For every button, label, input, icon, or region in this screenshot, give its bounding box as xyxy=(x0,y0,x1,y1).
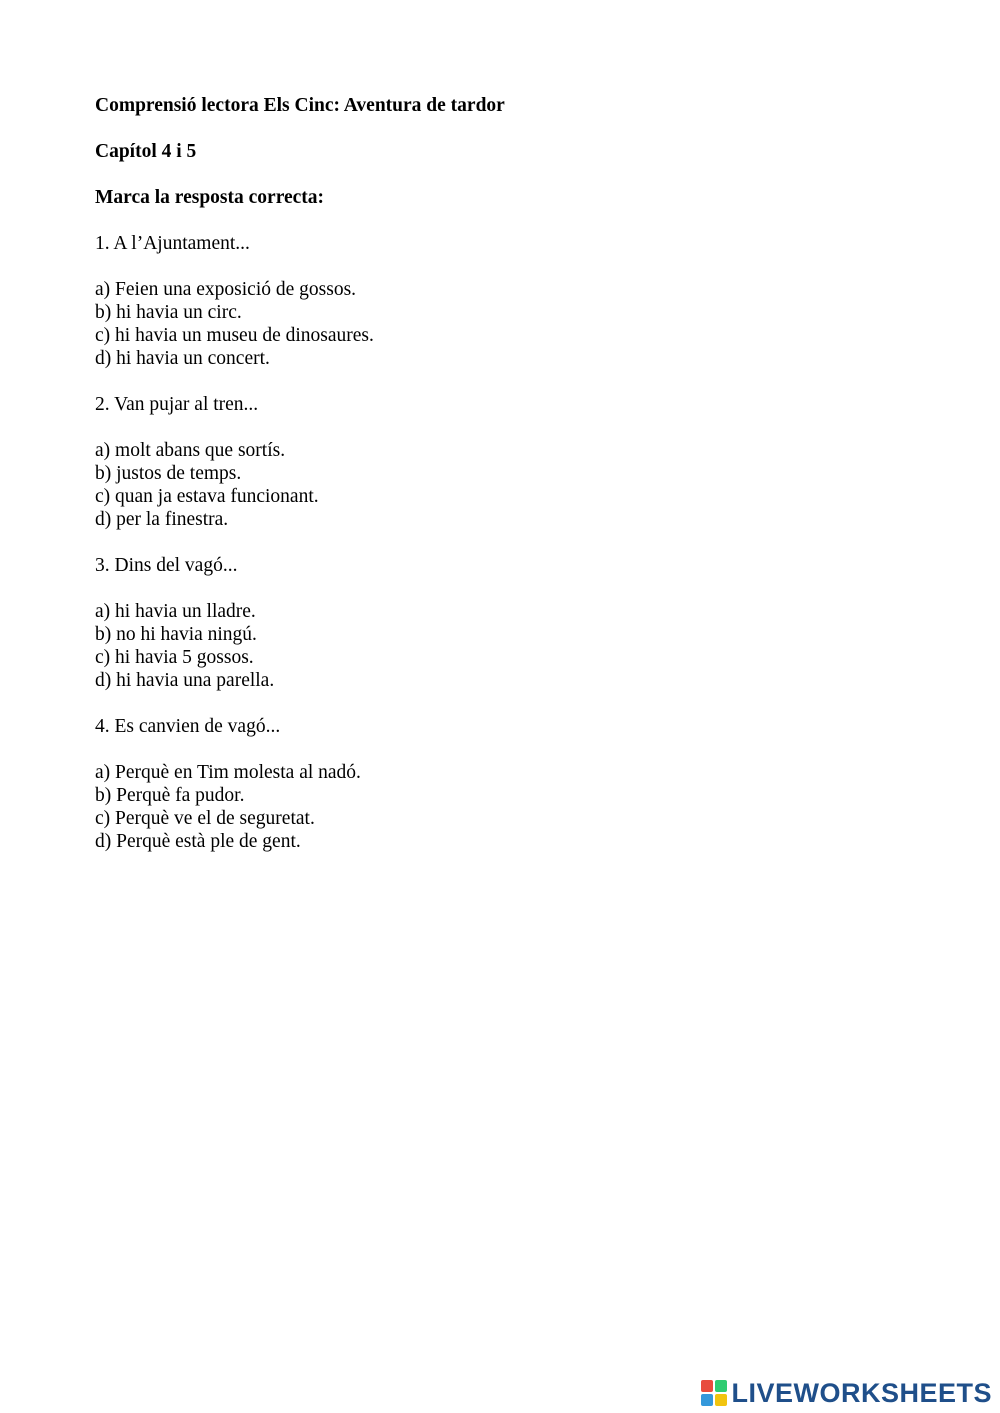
liveworksheets-watermark xyxy=(701,1377,992,1409)
instruction-heading: Marca la resposta correcta: xyxy=(95,187,325,208)
logo-square-red xyxy=(701,1380,713,1392)
answer-option[interactable]: a) hi havia un lladre. xyxy=(95,601,256,622)
answer-option[interactable]: c) hi havia 5 gossos. xyxy=(95,647,254,668)
document-title: Comprensió lectora Els Cinc: Aventura de tardor xyxy=(95,95,505,116)
answer-option[interactable]: d) hi havia un concert. xyxy=(95,348,270,369)
logo-square-yellow xyxy=(715,1394,727,1406)
answer-option[interactable]: b) Perquè fa pudor. xyxy=(95,785,245,806)
chapter-heading: Capítol 4 i 5 xyxy=(95,141,197,162)
logo-square-blue xyxy=(701,1394,713,1406)
logo-square-green xyxy=(715,1380,727,1392)
question-4 xyxy=(95,715,895,853)
answer-option[interactable]: d) hi havia una parella. xyxy=(95,670,275,691)
answer-option[interactable]: b) justos de temps. xyxy=(95,463,242,484)
liveworksheets-logo-icon xyxy=(701,1380,727,1406)
worksheet-content xyxy=(95,94,895,876)
question-text: 1. A l’Ajuntament... xyxy=(95,233,250,254)
answer-option[interactable]: a) Feien una exposició de gossos. xyxy=(95,279,357,300)
answer-option[interactable]: b) no hi havia ningú. xyxy=(95,624,257,645)
question-1 xyxy=(95,232,895,370)
answer-option[interactable]: c) hi havia un museu de dinosaures. xyxy=(95,325,374,346)
answer-option[interactable]: d) Perquè està ple de gent. xyxy=(95,831,301,852)
question-2 xyxy=(95,393,895,531)
question-3 xyxy=(95,554,895,692)
answer-option[interactable]: c) Perquè ve el de seguretat. xyxy=(95,808,315,829)
answer-option[interactable]: a) molt abans que sortís. xyxy=(95,440,286,461)
question-text: 4. Es canvien de vagó... xyxy=(95,716,281,737)
question-text: 2. Van pujar al tren... xyxy=(95,394,259,415)
question-text: 3. Dins del vagó... xyxy=(95,555,238,576)
answer-option[interactable]: c) quan ja estava funcionant. xyxy=(95,486,319,507)
watermark-text: LIVEWORKSHEETS xyxy=(731,1377,992,1408)
answer-option[interactable]: a) Perquè en Tim molesta al nadó. xyxy=(95,762,361,783)
answer-option[interactable]: b) hi havia un circ. xyxy=(95,302,242,323)
answer-option[interactable]: d) per la finestra. xyxy=(95,509,229,530)
